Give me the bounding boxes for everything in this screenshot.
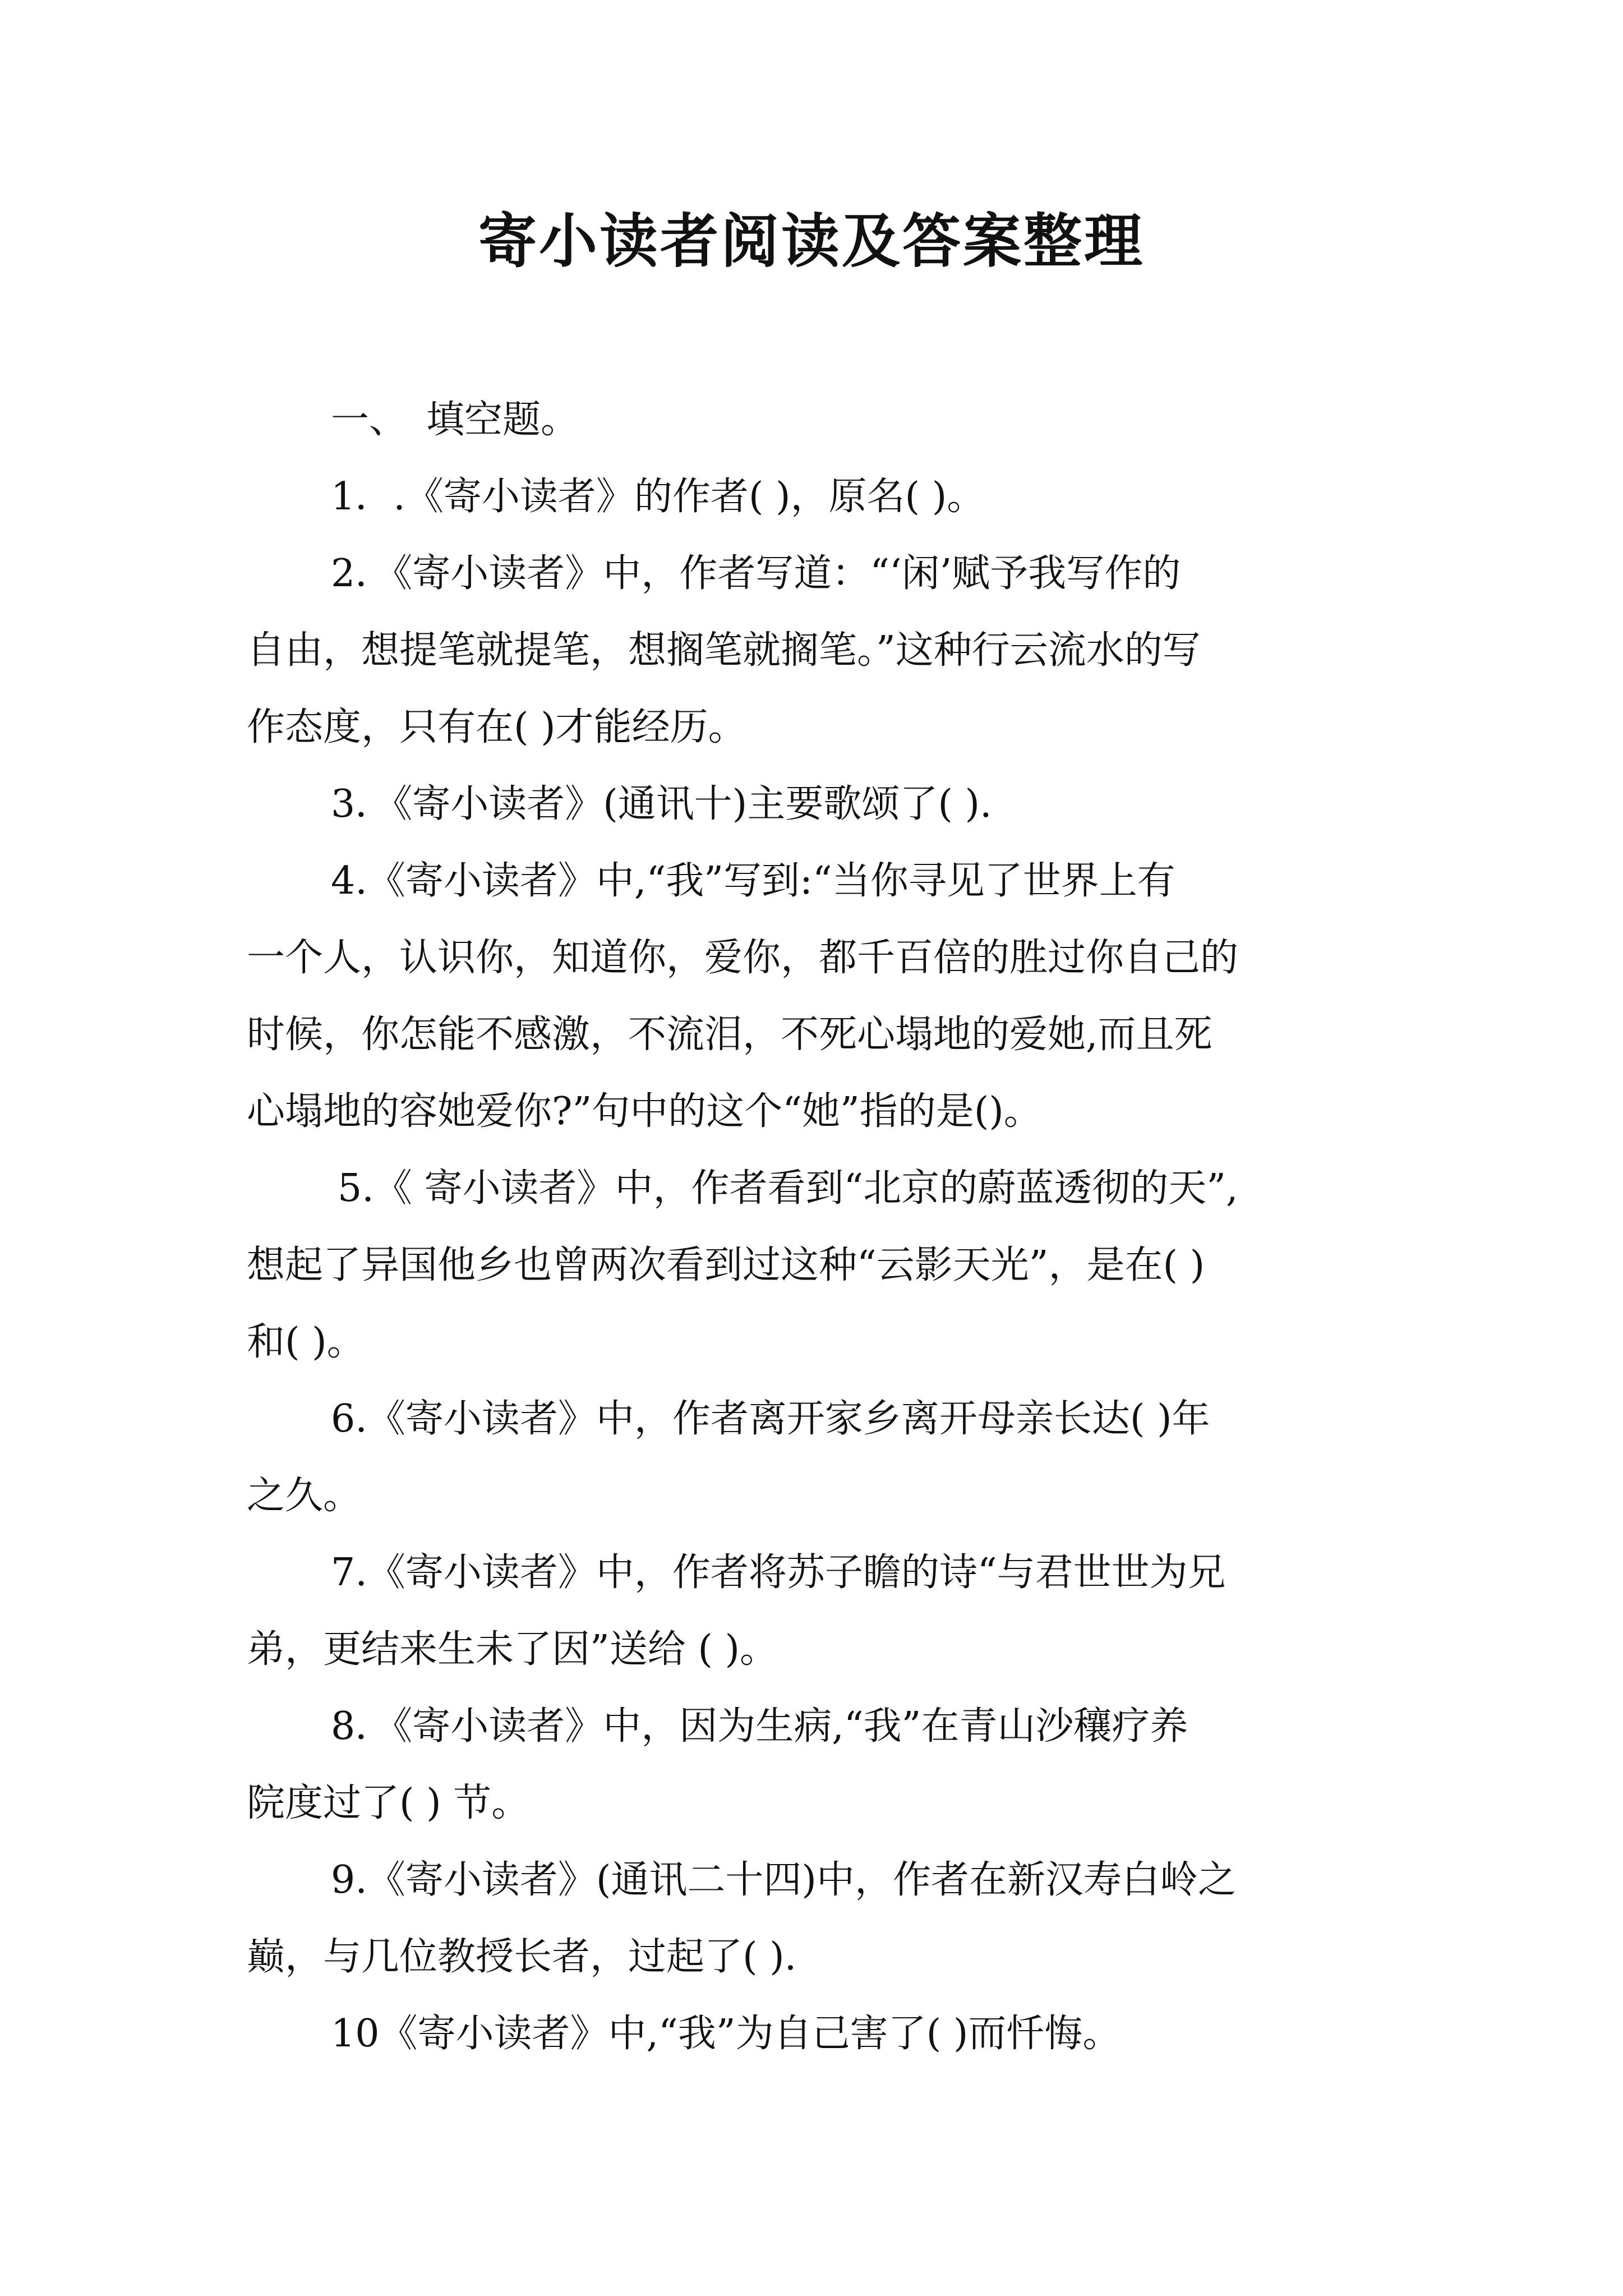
question-4-line-3: 时候，你怎能不感激，不流泪，不死心塌地的爱她,而且死 xyxy=(247,1013,1212,1057)
question-10: 10《寄小读者》中,“我”为自己害了( )而忏悔。 xyxy=(331,2012,1121,2056)
question-4-line-4: 心塌地的容她爱你?”句中的这个“她”指的是()。 xyxy=(247,1089,1042,1134)
question-5-line-1: 5.《 寄小读者》中，作者看到“北京的蔚蓝透彻的天”, xyxy=(338,1166,1238,1211)
section-heading: 一、 填空题。 xyxy=(331,398,579,442)
question-7-line-2: 弟，更结来生未了因”送给 ( )。 xyxy=(247,1627,778,1672)
question-9-line-1: 9.《寄小读者》(通讯二十四)中，作者在新汉寿白岭之 xyxy=(331,1858,1236,1902)
question-5-line-3: 和( )。 xyxy=(247,1320,365,1364)
document-title: 寄小读者阅读及答案整理 xyxy=(478,206,1145,275)
question-1: 1．.《寄小读者》的作者( )，原名( )。 xyxy=(331,475,985,519)
question-6-line-1: 6.《寄小读者》中，作者离开家乡离开母亲长达( )年 xyxy=(331,1397,1210,1441)
question-4-line-1: 4.《寄小读者》中,“我”写到:“当你寻见了世界上有 xyxy=(331,859,1175,903)
question-2-line-1: 2．《寄小读者》中，作者写道：“‘闲’赋予我写作的 xyxy=(331,551,1181,596)
question-3: 3．《寄小读者》(通讯十)主要歌颂了( ). xyxy=(331,782,992,826)
question-8-line-1: 8．《寄小读者》中，因为生病,“我”在青山沙穰疗养 xyxy=(331,1704,1188,1749)
question-5-line-2: 想起了异国他乡也曾两次看到过这种“云影天光”，是在( ) xyxy=(247,1243,1205,1287)
question-8-line-2: 院度过了( ) 节。 xyxy=(247,1781,530,1825)
question-7-line-1: 7.《寄小读者》中，作者将苏子瞻的诗“与君世世为兄 xyxy=(331,1550,1226,1595)
question-6-line-2: 之久。 xyxy=(247,1474,362,1518)
document-body xyxy=(247,381,1402,2072)
question-2-line-2: 自由，想提笔就提笔，想搁笔就搁笔。”这种行云流水的写 xyxy=(247,628,1201,673)
question-9-line-2: 巅，与几位教授长者，过起了( ). xyxy=(247,1935,797,1979)
question-2-line-3: 作态度，只有在( )才能经历。 xyxy=(247,705,746,749)
question-4-line-2: 一个人，认识你，知道你，爱你，都千百倍的胜过你自己的 xyxy=(247,936,1239,980)
